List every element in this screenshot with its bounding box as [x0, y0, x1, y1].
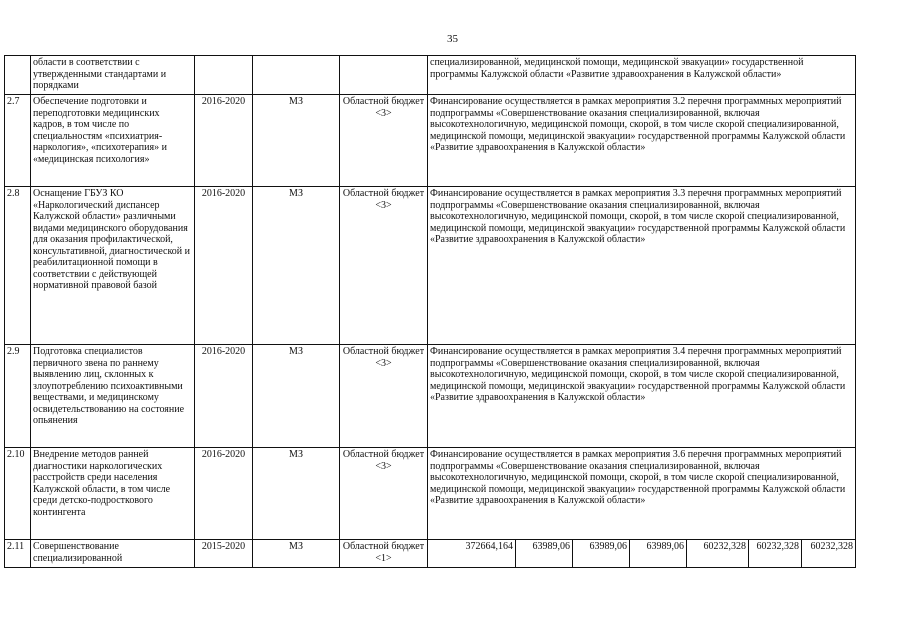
funding-note: Финансирование осуществляется в рамках мероприятия 3.6 перечня программных мероприятий подпрограммы «Совершенствование оказания специализированной, включая высокотехнологичную, медицинской помощи, скорой, в том числе скорой специализированной, медицинской помощи, медицинской эвакуации» государственной программы Калужской области «Развитие здравоохранения в Калужской области»	[428, 448, 856, 540]
executor: МЗ	[253, 345, 340, 448]
period: 2016-2020	[195, 448, 253, 540]
period: 2016-2020	[195, 187, 253, 345]
page-number: 35	[447, 33, 458, 45]
executor: МЗ	[253, 95, 340, 187]
activity-name: Внедрение методов ранней диагностики наркологических расстройств среди населения Калужской области, в том числе среди детско-подросткового контингента	[31, 448, 195, 540]
total-amount: 372664,164	[428, 540, 516, 568]
activity-name: Совершенствование специализированной	[31, 540, 195, 568]
activity-name: Обеспечение подготовки и переподготовки медицинских кадров, в том числе по специальностям «психиатрия-наркология», «психотерапия» и «медицинская психология»	[31, 95, 195, 187]
row-number: 2.10	[5, 448, 31, 540]
funding-source: Областной бюджет <3>	[340, 187, 428, 345]
funding-source: Областной бюджет <1>	[340, 540, 428, 568]
funding-note: Финансирование осуществляется в рамках мероприятия 3.3 перечня программных мероприятий подпрограммы «Совершенствование оказания специализированной, включая высокотехнологичную, медицинской помощи, скорой, в том числе скорой специализированной, медицинской помощи, медицинской эвакуации» государственной программы Калужской области «Развитие здравоохранения в Калужской области»	[428, 187, 856, 345]
row-number	[5, 56, 31, 95]
row-number: 2.8	[5, 187, 31, 345]
program-table	[4, 55, 856, 568]
year-amount: 60232,328	[802, 540, 856, 568]
activity-name: Оснащение ГБУЗ КО «Наркологический диспансер Калужской области» различными видами медицинского оборудования для оказания профилактической, консультативной, диагностической и реабилитационной помощи в соответствии с действующей нормативной правовой базой	[31, 187, 195, 345]
period: 2016-2020	[195, 345, 253, 448]
year-amount: 63989,06	[516, 540, 573, 568]
activity-name: Подготовка специалистов первичного звена по раннему выявлению лиц, склонных к злоупотреблению психоактивными веществами, и медицинскому освидетельствованию на состояние опьянения	[31, 345, 195, 448]
period: 2015-2020	[195, 540, 253, 568]
table-row	[5, 187, 856, 345]
funding-note: Финансирование осуществляется в рамках мероприятия 3.4 перечня программных мероприятий подпрограммы «Совершенствование оказания специализированной, включая высокотехнологичную, медицинской помощи, скорой, в том числе скорой специализированной, медицинской помощи, медицинской эвакуации» государственной программы Калужской области «Развитие здравоохранения в Калужской области»	[428, 345, 856, 448]
table-row	[5, 56, 856, 95]
period	[195, 56, 253, 95]
table-row	[5, 345, 856, 448]
executor	[253, 56, 340, 95]
executor: МЗ	[253, 187, 340, 345]
period: 2016-2020	[195, 95, 253, 187]
table-row	[5, 95, 856, 187]
executor: МЗ	[253, 540, 340, 568]
funding-source: Областной бюджет <3>	[340, 95, 428, 187]
row-number: 2.9	[5, 345, 31, 448]
activity-name: области в соответствии с утвержденными стандартами и порядками	[31, 56, 195, 95]
table-row	[5, 448, 856, 540]
row-number: 2.11	[5, 540, 31, 568]
year-amount: 60232,328	[687, 540, 749, 568]
year-amount: 63989,06	[630, 540, 687, 568]
year-amount: 60232,328	[749, 540, 802, 568]
funding-source: Областной бюджет <3>	[340, 345, 428, 448]
executor: МЗ	[253, 448, 340, 540]
year-amount: 63989,06	[573, 540, 630, 568]
funding-source	[340, 56, 428, 95]
table-row	[5, 540, 856, 568]
funding-note: Финансирование осуществляется в рамках мероприятия 3.2 перечня программных мероприятий подпрограммы «Совершенствование оказания специализированной, включая высокотехнологичную, медицинской помощи, скорой, в том числе скорой специализированной, медицинской помощи, медицинской эвакуации» государственной программы Калужской области «Развитие здравоохранения в Калужской области»	[428, 95, 856, 187]
funding-note: специализированной, медицинской помощи, медицинской эвакуации» государственной программы Калужской области «Развитие здравоохранения в Калужской области»	[428, 56, 856, 95]
row-number: 2.7	[5, 95, 31, 187]
funding-source: Областной бюджет <3>	[340, 448, 428, 540]
